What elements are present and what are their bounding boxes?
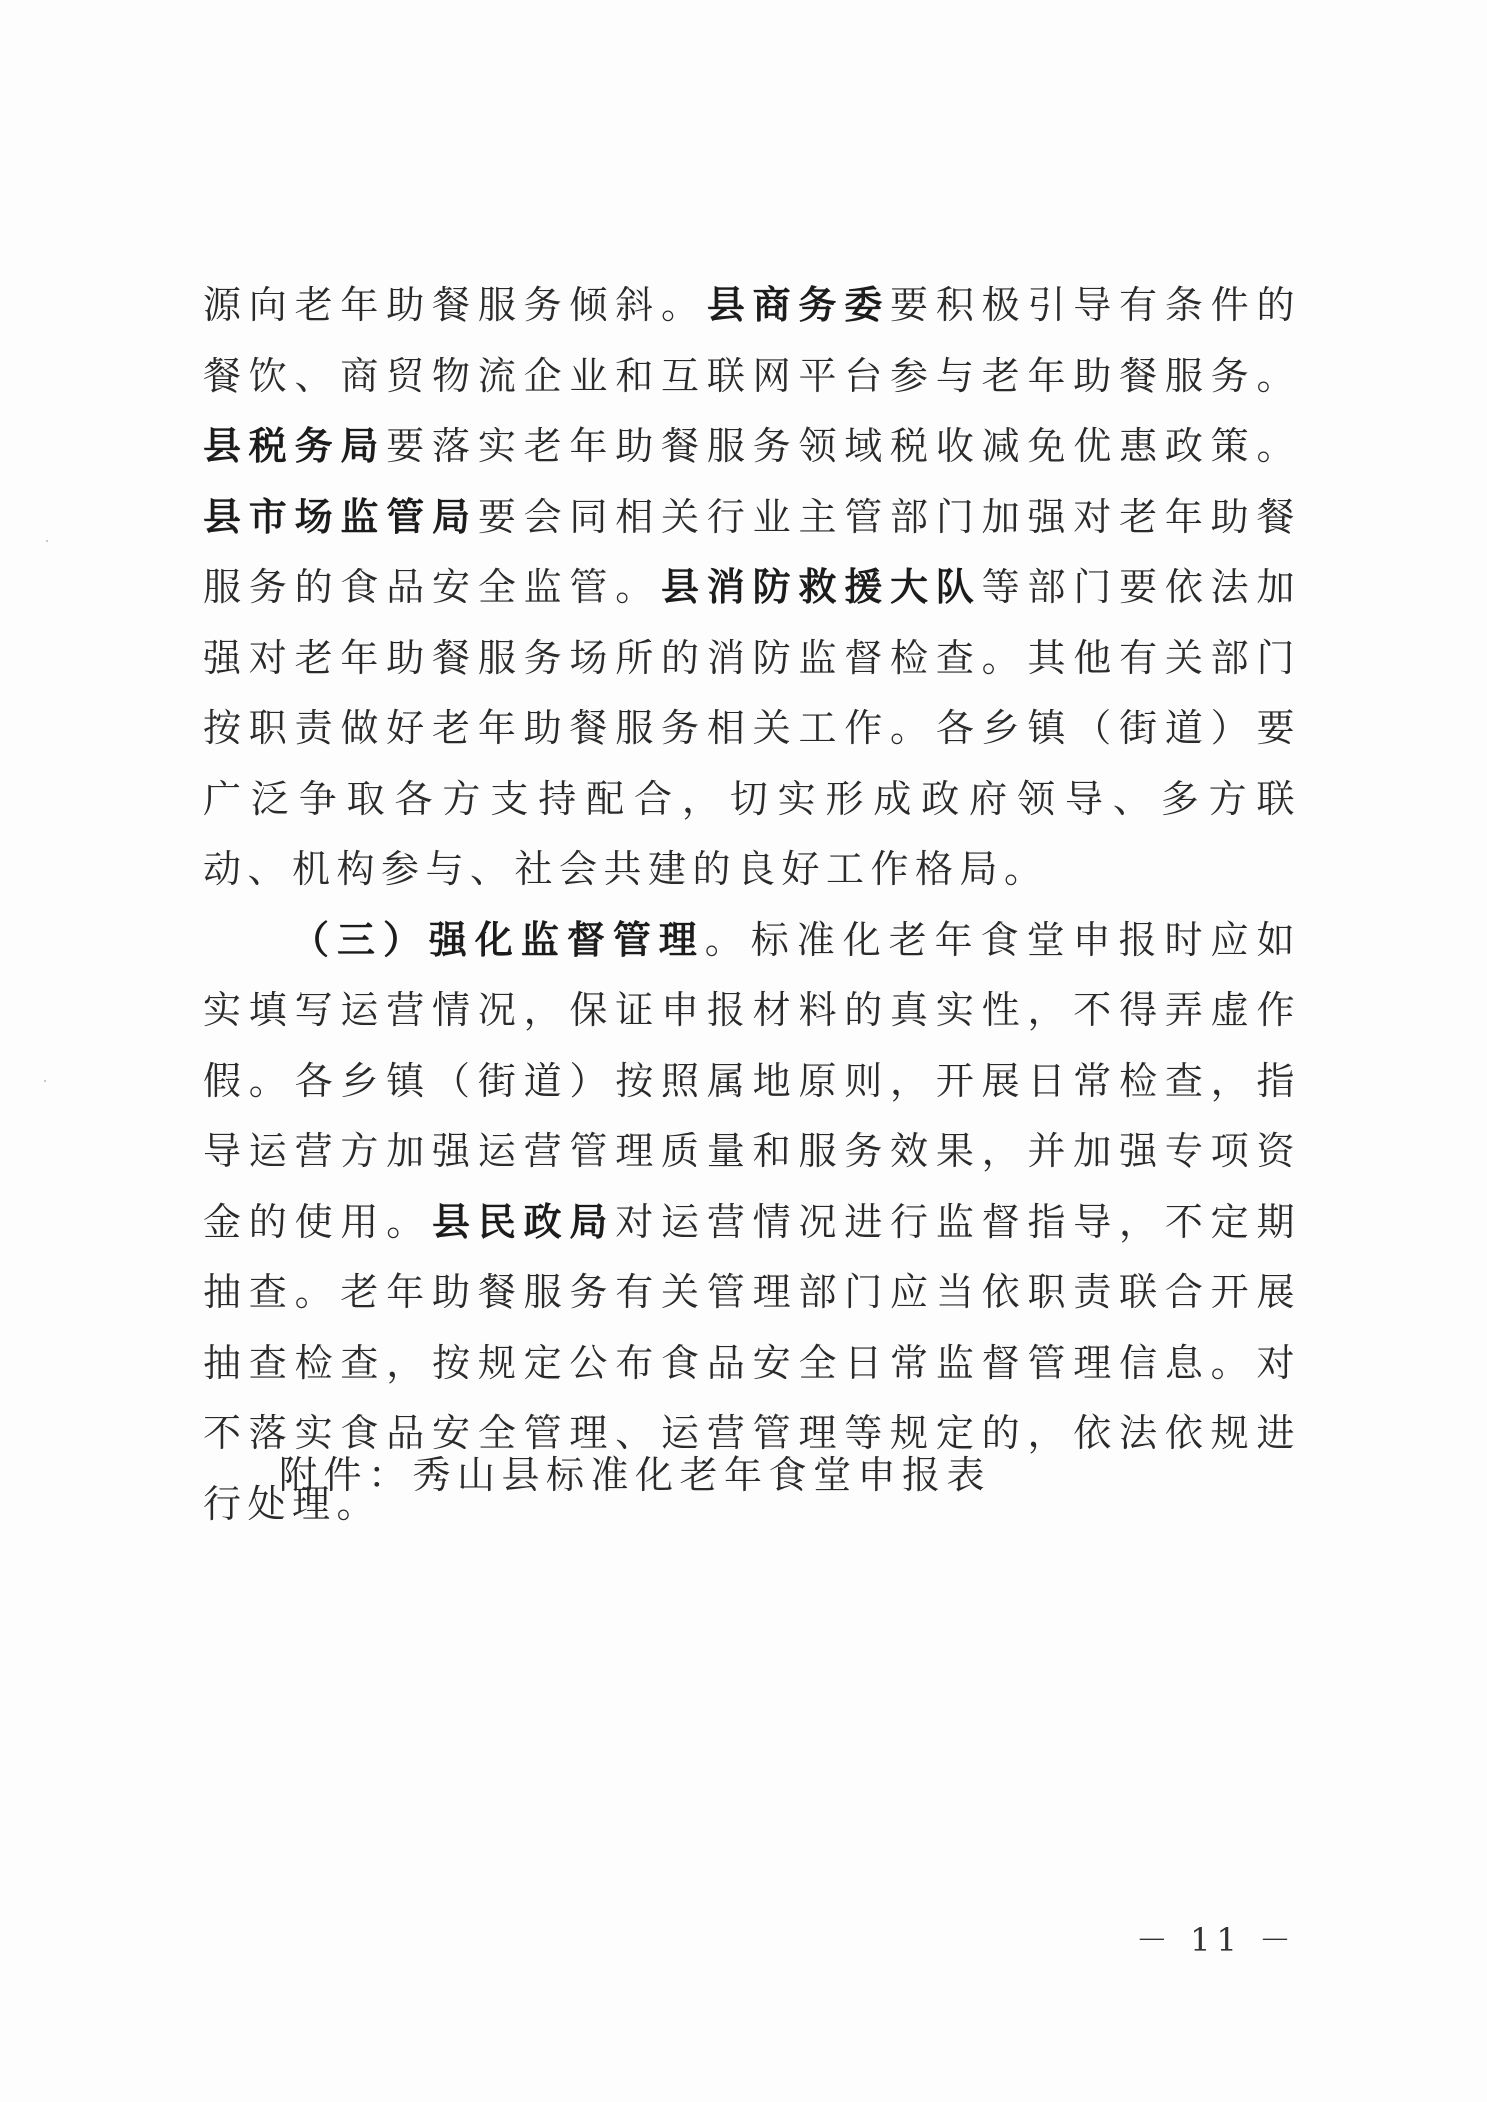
bold-text-run: 县消防救援大队 [661, 564, 982, 609]
text-run: 要落实老年助餐服务领域税收减免优惠政策。 [386, 424, 1301, 468]
page-number: － 11 － [1135, 1921, 1297, 1959]
bold-text-run: （三）强化监督管理 [291, 916, 705, 962]
scan-speck [46, 540, 48, 542]
bold-text-run: 县民政局 [432, 1198, 616, 1244]
text-run: 对运营情况进行监督指导，不定期抽查。老年助餐服务有关管理部门应当依职责联合开展抽查检查，按规定公布食品安全日常监督管理信息。对不落实食品安全管理、运营管理等规定的，依法依规进行处理。 [203, 1199, 1301, 1526]
paragraph [203, 270, 1301, 905]
text-run: 等部门要依法加强对老年助餐服务场所的消防监督检查。其他有关部门按职责做好老年助餐服务相关工作。各乡镇（街道）要广泛争取各方支持配合，切实形成政府领导、多方联动、机构参与、社会共建的良好工作格局。 [203, 565, 1301, 891]
bold-text-run: 县税务局 [203, 423, 387, 468]
text-run: 要会同相关行业主管部门加强对老年助餐服务的食品安全监管。 [203, 494, 1301, 609]
text-run: 。标准化老年食堂申报时应如实填写运营情况，保证申报材料的真实性，不得弄虚作假。各乡镇（街道）按照属地原则，开展日常检查，指导运营方加强运营管理质量和服务效果，并加强专项资金的使用。 [203, 917, 1301, 1244]
bold-text-run: 县商务委 [706, 282, 891, 327]
bold-text-run: 县市场监管局 [203, 493, 478, 539]
text-run: 要积极引导有条件的餐饮、商贸物流企业和互联网平台参与老年助餐服务。 [203, 283, 1301, 398]
document-body [203, 270, 1301, 1539]
text-run: 源向老年助餐服务倾斜。 [203, 283, 707, 327]
scan-speck [44, 1080, 46, 1082]
attachment-line: 附件：秀山县标准化老年食堂申报表 [279, 1453, 992, 1497]
